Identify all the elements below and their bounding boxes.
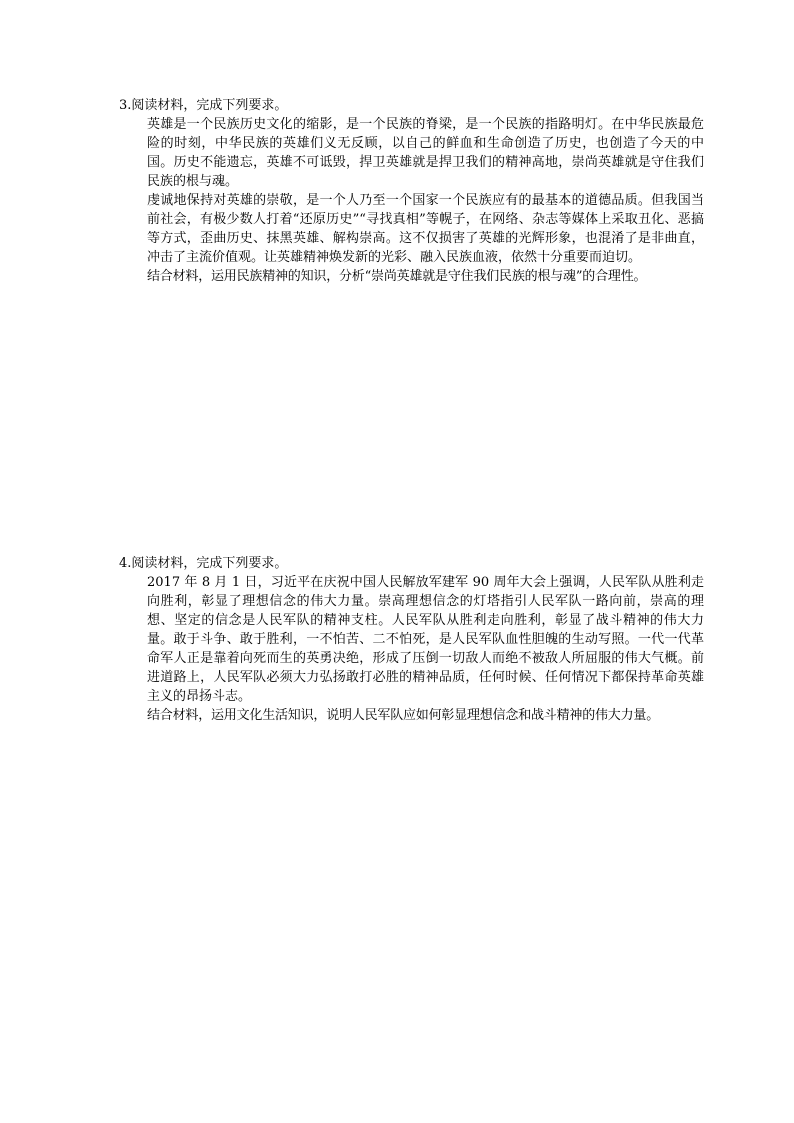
question-heading	[119, 96, 704, 115]
question-3	[119, 96, 704, 286]
question-prompt: 结合材料，运用民族精神的知识，分析“崇尚英雄就是守住我们民族的根与魂”的合理性。	[147, 269, 647, 284]
question-instruction: 阅读材料，完成下列要求。	[131, 556, 288, 571]
material-paragraph-1: 2017 年 8 月 1 日，习近平在庆祝中国人民解放军建军 90 周年大会上强调，人民军队从胜利走向胜利，彰显了理想信念的伟大力量。崇高理想信念的灯塔指引人民军队一路向前，崇高的理想、坚定的信念是人民军队的精神支柱。人民军队从胜利走向胜利，彰显了战斗精神的伟大力量。敢于斗争、敢于胜利，一不怕苦、二不怕死，是人民军队血性胆魄的生动写照。一代一代革命军人正是靠着向死而生的英勇决绝，形成了压倒一切敌人而绝不被敌人所屈服的伟大气概。前进道路上，人民军队必须大力弘扬敢打必胜的精神品质，任何时候、任何情况下都保持革命英雄主义的昂扬斗志。	[147, 575, 704, 704]
question-number: 3.	[119, 98, 132, 113]
question-heading	[119, 554, 704, 573]
question-4	[119, 554, 704, 725]
material-paragraph-1: 英雄是一个民族历史文化的缩影，是一个民族的脊梁，是一个民族的指路明灯。在中华民族最危险的时刻，中华民族的英雄们义无反顾，以自己的鲜血和生命创造了历史，也创造了今天的中国。历史不能遗忘，英雄不可诋毁，捍卫英雄就是捍卫我们的精神高地，崇尚英雄就是守住我们民族的根与魂。	[147, 117, 704, 189]
question-number: 4.	[119, 556, 132, 571]
question-prompt: 结合材料，运用文化生活知识，说明人民军队应如何彰显理想信念和战斗精神的伟大力量。	[147, 708, 660, 723]
material-paragraph-2: 虔诚地保持对英雄的崇敬，是一个人乃至一个国家一个民族应有的最基本的道德品质。但我国当前社会，有极少数人打着“还原历史”“寻找真相”等幌子，在网络、杂志等媒体上采取丑化、恶搞等方式，歪曲历史、抹黑英雄、解构崇高。这不仅损害了英雄的光辉形象，也混淆了是非曲直，冲击了主流价值观。让英雄精神焕发新的光彩、融入民族血液，依然十分重要而迫切。	[147, 193, 704, 265]
question-instruction: 阅读材料，完成下列要求。	[131, 98, 288, 113]
